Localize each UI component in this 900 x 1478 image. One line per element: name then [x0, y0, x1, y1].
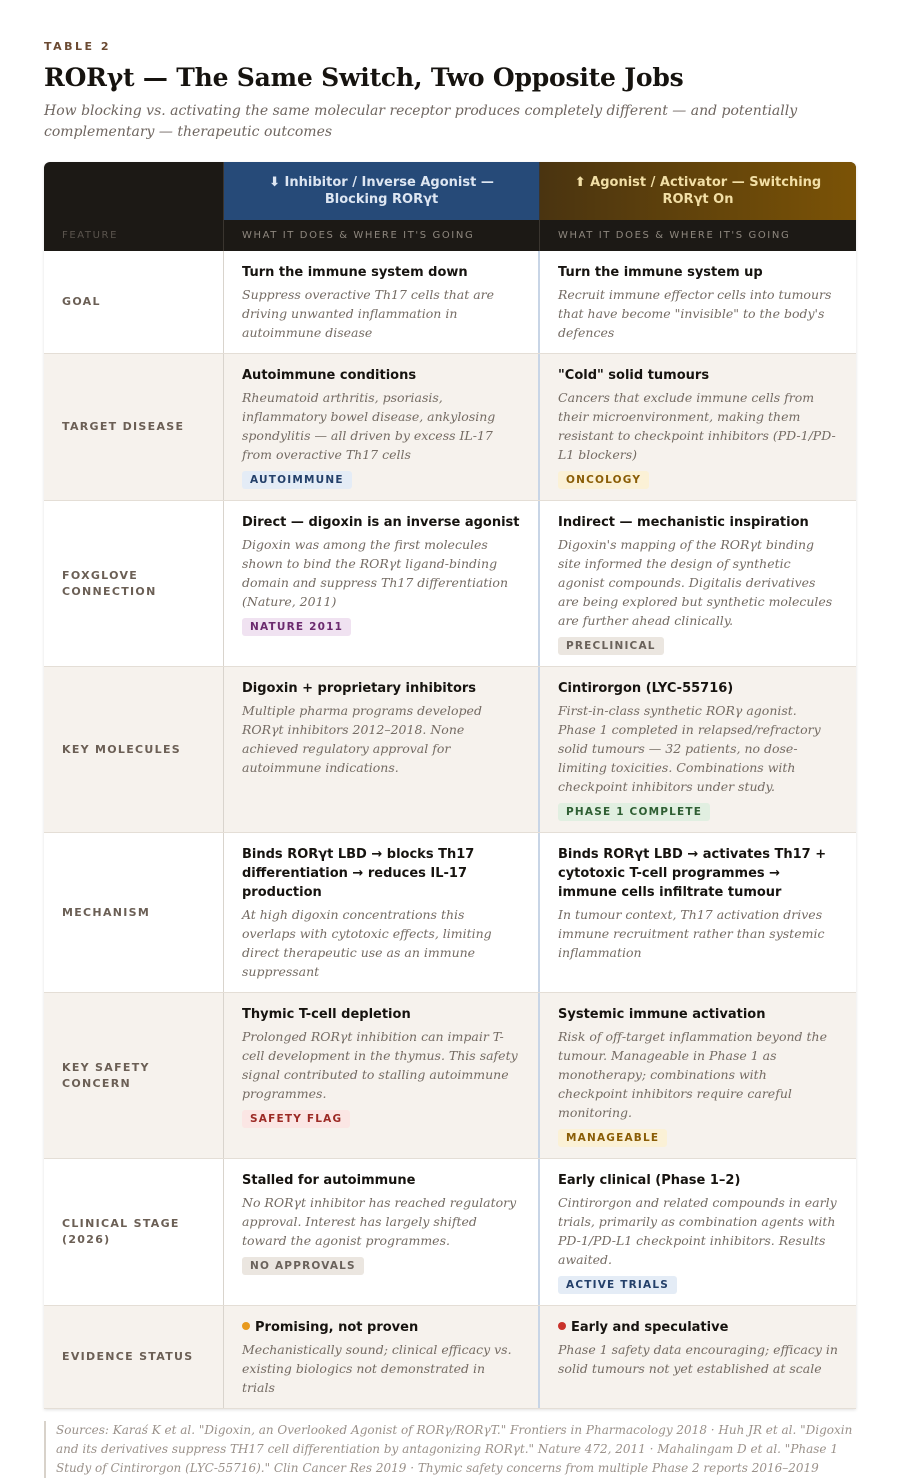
cell-heading: Turn the immune system up	[558, 265, 763, 280]
cell-description: Prolonged RORγt inhibition can impair T-cell development in the thymus. This safety signal contributed to stalling autoimmune programmes.	[242, 1029, 518, 1101]
cell-description: Phase 1 safety data encouraging; efficacy in solid tumours not yet established at scale	[558, 1342, 838, 1376]
row-feature-label: EVIDENCE STATUS	[44, 1306, 224, 1408]
cell-description: Cancers that exclude immune cells from their microenvironment, making them resistant to checkpoint inhibitors (PD-1/PD-L1 blockers)	[558, 390, 836, 462]
agonist-cell	[540, 1159, 856, 1305]
cell-description: Suppress overactive Th17 cells that are driving unwanted inflammation in autoimmune disease	[242, 287, 495, 340]
page-title: RORγt — The Same Switch, Two Opposite Jobs	[44, 63, 684, 92]
cell-description: Mechanistically sound; clinical efficacy vs. existing biologics not demonstrated in trials	[242, 1342, 512, 1395]
agonist-cell	[540, 993, 856, 1158]
inhibitor-cell	[224, 251, 540, 353]
status-badge: NO APPROVALS	[242, 1257, 364, 1275]
inhibitor-cell	[224, 667, 540, 832]
status-dot-orange-icon	[242, 1322, 250, 1330]
inhibitor-cell	[224, 1159, 540, 1305]
table-label: TABLE 2	[44, 40, 112, 53]
header-corner	[44, 162, 224, 220]
agonist-cell	[540, 354, 856, 500]
inhibitor-cell	[224, 501, 540, 666]
cell-description: Cintirorgon and related compounds in early trials, primarily as combination agents with PD-1/PD-L1 checkpoint inhibitors. Results awaited.	[558, 1195, 837, 1267]
cell-heading: Turn the immune system down	[242, 265, 468, 280]
agonist-cell	[540, 501, 856, 666]
header-inhibitor: ⬇ Inhibitor / Inverse Agonist — Blocking RORγt	[224, 162, 540, 220]
row-feature-label: KEY MOLECULES	[44, 667, 224, 832]
table-header	[44, 162, 856, 220]
status-badge: ONCOLOGY	[558, 471, 649, 489]
status-badge: AUTOIMMUNE	[242, 471, 352, 489]
cell-description: Recruit immune effector cells into tumours that have become "invisible" to the body's defences	[558, 287, 832, 340]
cell-heading: Stalled for autoimmune	[242, 1173, 416, 1188]
table-row	[44, 1159, 856, 1306]
status-badge: ACTIVE TRIALS	[558, 1276, 677, 1294]
table-row	[44, 993, 856, 1159]
row-feature-label: MECHANISM	[44, 833, 224, 992]
cell-heading: Binds RORγt LBD → activates Th17 + cytotoxic T-cell programmes → immune cells infiltrate tumour	[558, 847, 827, 900]
status-badge: NATURE 2011	[242, 618, 351, 636]
cell-description: At high digoxin concentrations this overlaps with cytotoxic effects, limiting direct therapeutic use as an immune suppressant	[242, 907, 492, 979]
agonist-cell	[540, 251, 856, 353]
row-feature-label: TARGET DISEASE	[44, 354, 224, 500]
comparison-table	[44, 162, 856, 1409]
inhibitor-cell	[224, 354, 540, 500]
cell-heading: Direct — digoxin is an inverse agonist	[242, 515, 520, 530]
cell-description: Risk of off-target inflammation beyond the tumour. Manageable in Phase 1 as monotherapy; combinations with checkpoint inhibitors require careful monitoring.	[558, 1029, 828, 1120]
cell-heading: Cintirorgon (LYC-55716)	[558, 681, 734, 696]
cell-heading: Autoimmune conditions	[242, 368, 417, 383]
cell-description: First-in-class synthetic RORγ agonist. Phase 1 completed in relapsed/refractory solid tumours — 32 patients, no dose-limiting toxicities. Combinations with checkpoint inhibitors under study.	[558, 703, 821, 794]
sources-footnote: Sources: Karaś K et al. "Digoxin, an Overlooked Agonist of RORγ/RORγT." Frontiers in Pharmacology 2018 · Huh JR et al. "Digoxin and its derivatives suppress TH17 cell differentiation by antagonizing RORγt." Nature 472, 2011 · Mahalingam D et al. "Phase 1 Study of Cintirorgon (LYC-55716)." Clin Cancer Res 2019 · Thymic safety concerns from multiple Phase 2 reports 2016–2019	[44, 1421, 856, 1478]
agonist-cell	[540, 833, 856, 992]
cell-heading: Binds RORγt LBD → blocks Th17 differentiation → reduces IL-17 production	[242, 847, 475, 900]
row-feature-label: GOAL	[44, 251, 224, 353]
cell-description: In tumour context, Th17 activation drives immune recruitment rather than systemic inflammation	[558, 907, 825, 960]
inhibitor-cell	[224, 1306, 540, 1408]
agonist-cell	[540, 1306, 856, 1408]
cell-heading: Early clinical (Phase 1–2)	[558, 1173, 741, 1188]
row-feature-label: CLINICAL STAGE (2026)	[44, 1159, 224, 1305]
table-row	[44, 354, 856, 501]
subheader-inhibitor: WHAT IT DOES & WHERE IT'S GOING	[224, 220, 540, 251]
table-row	[44, 501, 856, 667]
status-badge: PHASE 1 COMPLETE	[558, 803, 710, 821]
cell-heading: Thymic T-cell depletion	[242, 1007, 411, 1022]
cell-heading: Digoxin + proprietary inhibitors	[242, 681, 477, 696]
table-subheader	[44, 220, 856, 251]
cell-description: Multiple pharma programs developed RORγt inhibitors 2012–2018. None achieved regulatory approval for autoimmune indications.	[242, 703, 482, 775]
cell-heading: Indirect — mechanistic inspiration	[558, 515, 809, 530]
page-subtitle: How blocking vs. activating the same molecular receptor produces completely different — and potentially complementary — therapeutic outcomes	[44, 103, 798, 140]
status-badge: SAFETY FLAG	[242, 1110, 350, 1128]
status-badge: PRECLINICAL	[558, 637, 664, 655]
cell-description: Rheumatoid arthritis, psoriasis, inflammatory bowel disease, ankylosing spondylitis — all driven by excess IL-17 from overactive Th17 cells	[242, 390, 496, 462]
inhibitor-cell	[224, 833, 540, 992]
table-row	[44, 833, 856, 993]
header-agonist: ⬆ Agonist / Activator — Switching RORγt On	[540, 162, 856, 220]
subheader-feature: FEATURE	[44, 220, 224, 251]
cell-heading: Systemic immune activation	[558, 1007, 766, 1022]
cell-heading: Promising, not proven	[242, 1318, 520, 1337]
row-feature-label: KEY SAFETY CONCERN	[44, 993, 224, 1158]
agonist-cell	[540, 667, 856, 832]
cell-heading: "Cold" solid tumours	[558, 368, 710, 383]
status-badge: MANAGEABLE	[558, 1129, 667, 1147]
table-row	[44, 667, 856, 833]
cell-description: No RORγt inhibitor has reached regulatory approval. Interest has largely shifted toward the agonist programmes.	[242, 1195, 517, 1248]
table-row	[44, 251, 856, 354]
cell-description: Digoxin's mapping of the RORγt binding site informed the design of synthetic agonist compounds. Digitalis derivatives are being explored but synthetic molecules are further ahead clinically.	[558, 537, 833, 628]
row-feature-label: FOXGLOVE CONNECTION	[44, 501, 224, 666]
cell-description: Digoxin was among the first molecules shown to bind the RORγt ligand-binding domain and suppress Th17 differentiation (Nature, 2011)	[242, 537, 508, 609]
status-dot-red-icon	[558, 1322, 566, 1330]
cell-heading: Early and speculative	[558, 1318, 838, 1337]
subheader-agonist: WHAT IT DOES & WHERE IT'S GOING	[558, 230, 791, 241]
table-row	[44, 1306, 856, 1409]
inhibitor-cell	[224, 993, 540, 1158]
